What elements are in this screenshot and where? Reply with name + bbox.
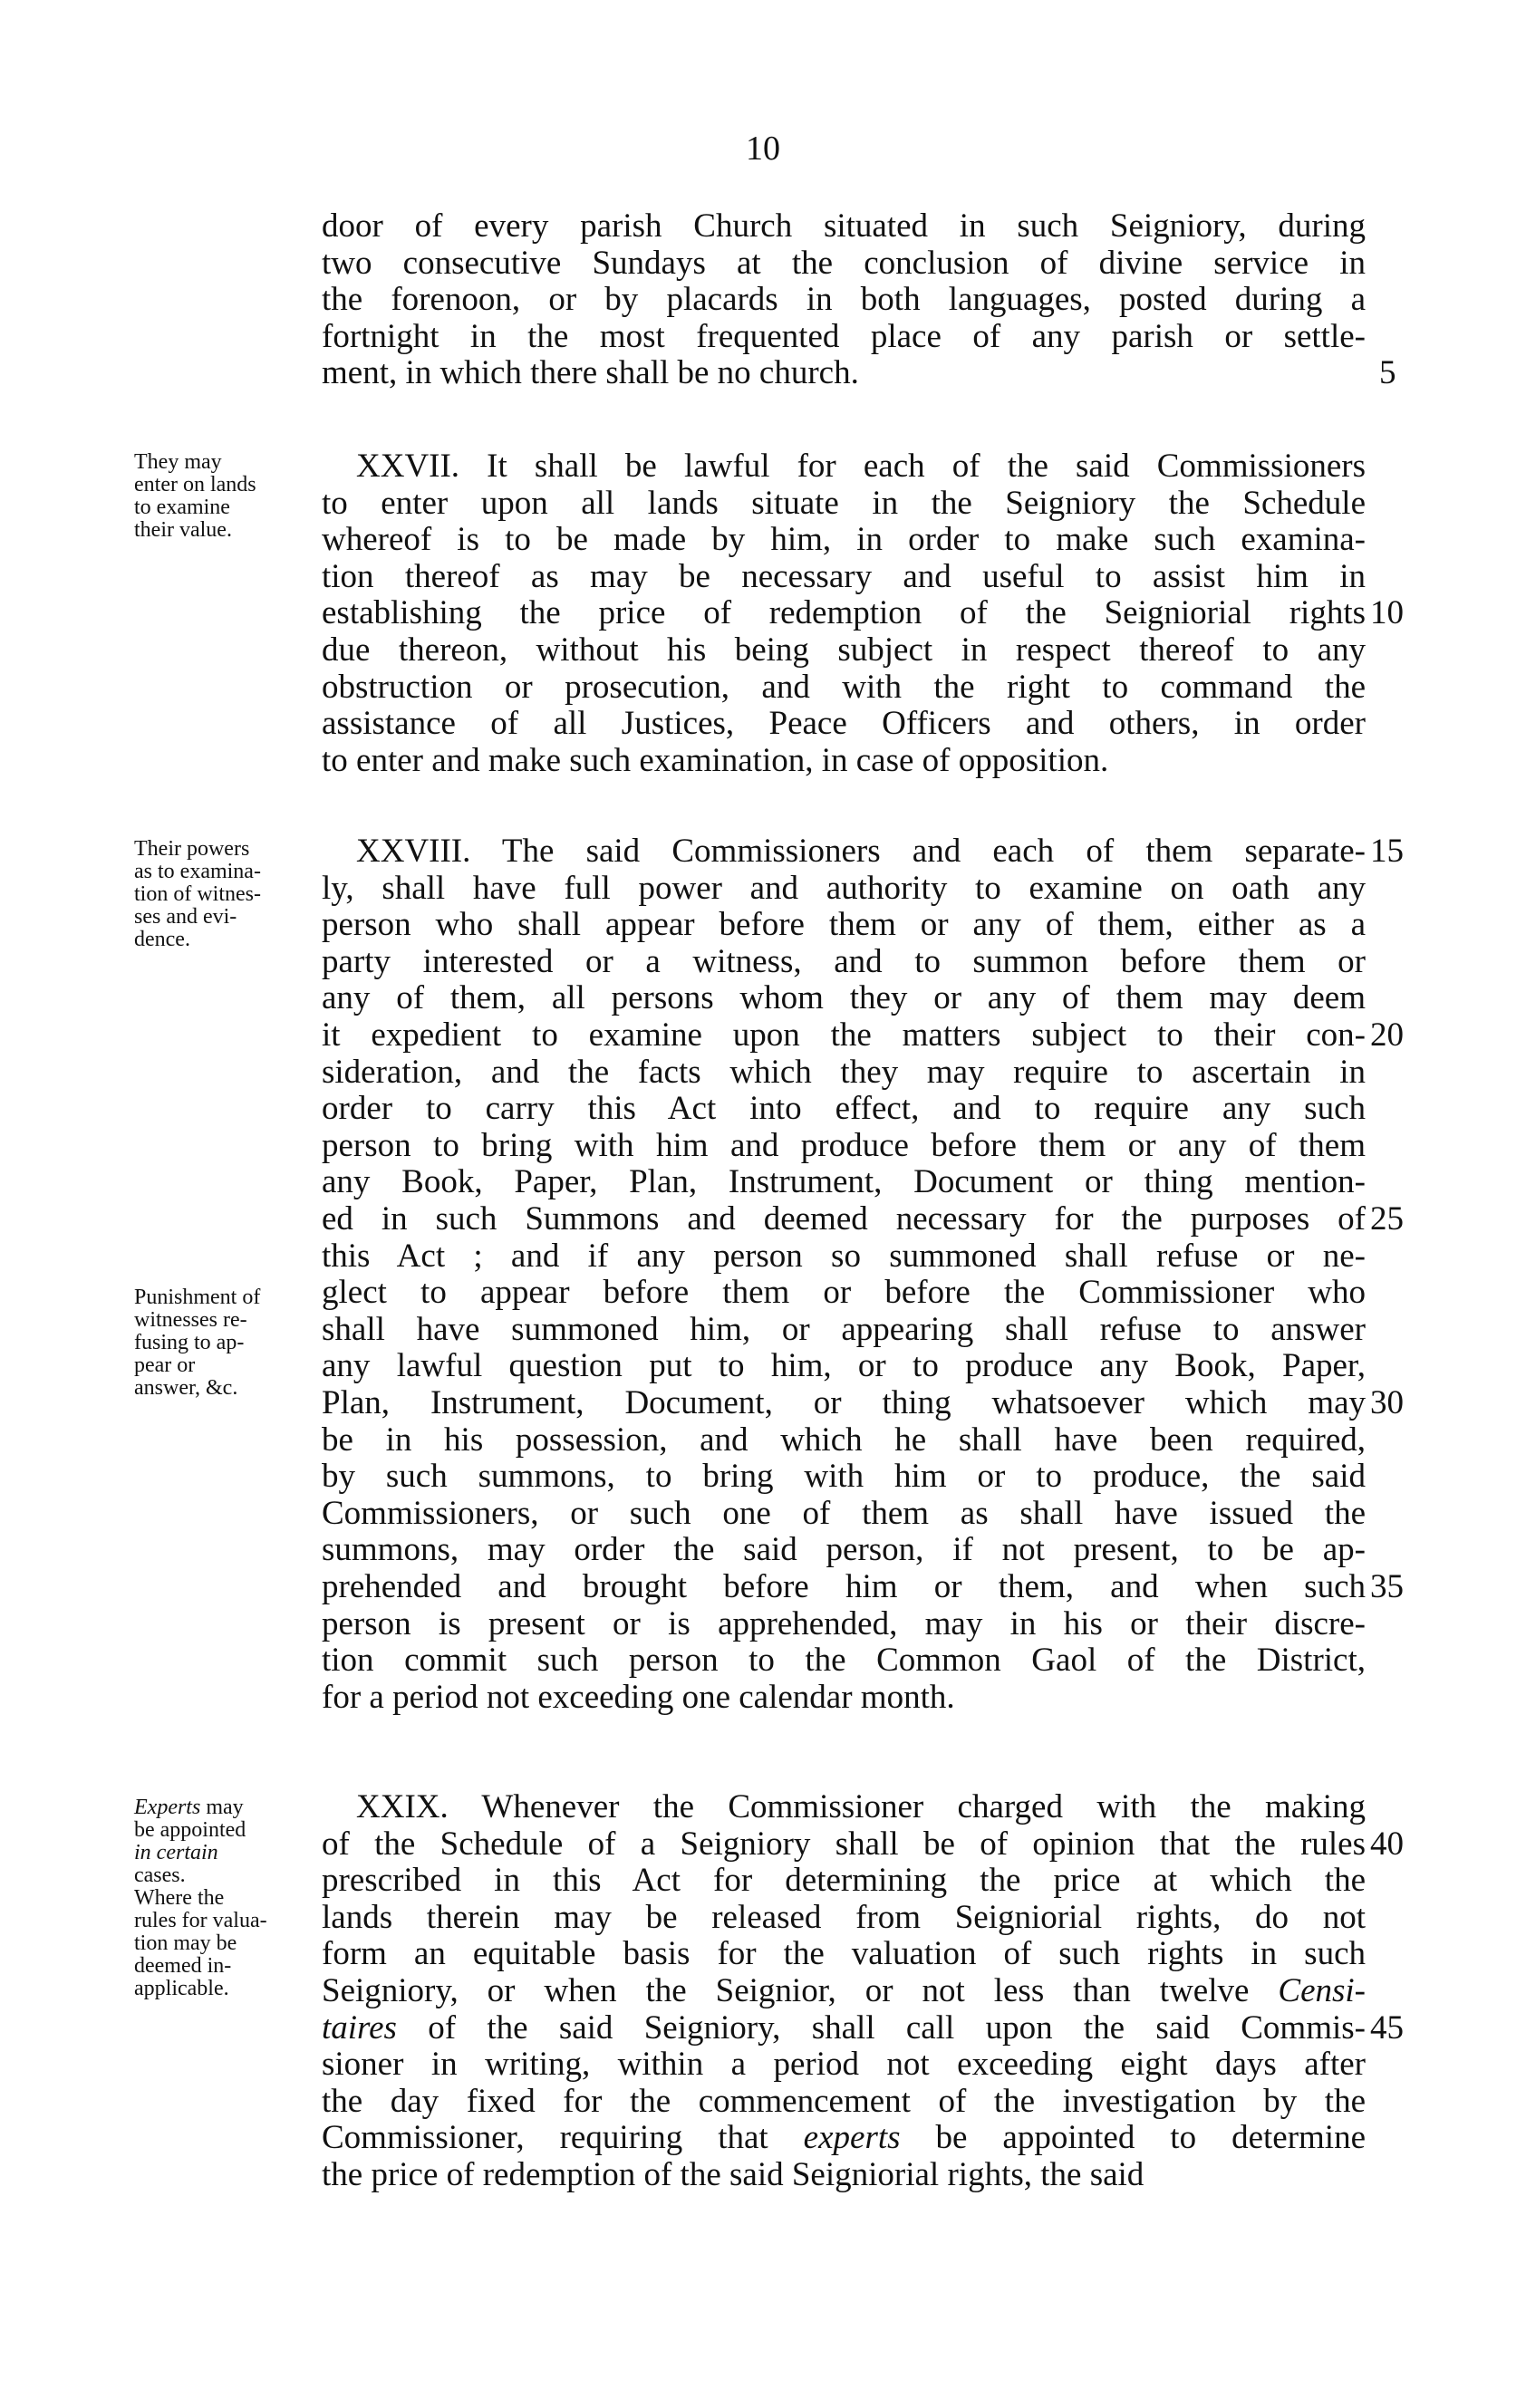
text-line: assistance of all Justices, Peace Officers and others, in order — [322, 705, 1366, 743]
line-number: 5 — [1379, 354, 1396, 392]
text-line: door of every parish Church situated in such Seigniory, during — [322, 207, 1366, 245]
margin-note-line: deemed in- — [134, 1954, 232, 1978]
margin-note-line: their value. — [134, 518, 232, 542]
line-number: 15 — [1370, 833, 1404, 870]
margin-note-line: They may — [134, 450, 222, 474]
margin-note-line: Experts may — [134, 1796, 244, 1819]
margin-note-line: Their powers — [134, 837, 250, 861]
margin-note-line: Punishment of — [134, 1286, 261, 1309]
margin-note-line: to examine — [134, 496, 230, 519]
text-line: to enter upon all lands situate in the Seigniory the Schedule — [322, 484, 1366, 522]
line-number: 20 — [1370, 1016, 1404, 1054]
text-line: any of them, all persons whom they or any of them may deem — [322, 979, 1366, 1017]
text-line: by such summons, to bring with him or to produce, the said — [322, 1458, 1366, 1496]
text-line: person who shall appear before them or any of them, either as a — [322, 906, 1366, 944]
text-line: sioner in writing, within a period not exceeding eight days after — [322, 2046, 1366, 2084]
text-line: the forenoon, or by placards in both languages, posted during a — [322, 281, 1366, 319]
margin-note-line: cases. — [134, 1864, 186, 1887]
margin-note-line: pear or — [134, 1353, 196, 1377]
text-line: prehended and brought before him or them, and when such — [322, 1568, 1366, 1605]
text-line: of the Schedule of a Seigniory shall be of opinion that the rules — [322, 1825, 1366, 1863]
margin-note-line: Where the — [134, 1886, 225, 1910]
margin-note-line: enter on lands — [134, 473, 256, 496]
margin-note — [134, 451, 315, 542]
line-number: 30 — [1370, 1384, 1404, 1421]
text-line: this Act ; and if any person so summoned shall refuse or ne- — [322, 1237, 1366, 1275]
line-number: 25 — [1370, 1200, 1404, 1238]
page-number: 10 — [746, 130, 780, 168]
text-line: the day fixed for the commencement of the investigation by the — [322, 2082, 1366, 2120]
text-line: lands therein may be released from Seigniorial rights, do not — [322, 1898, 1366, 1936]
text-line: whereof is to be made by him, in order to make such examina- — [322, 521, 1366, 559]
text-line: due thereon, without his being subject in respect thereof to any — [322, 631, 1366, 669]
text-line: prescribed in this Act for determining the price at which the — [322, 1862, 1366, 1900]
text-line: tion commit such person to the Common Gaol of the District, — [322, 1642, 1366, 1680]
text-line: XXIX. Whenever the Commissioner charged with the making — [356, 1788, 1366, 1825]
margin-note-line: ses and evi- — [134, 905, 237, 929]
margin-note-line: tion of witnes- — [134, 882, 261, 906]
margin-note-line: tion may be — [134, 1931, 237, 1955]
text-line: ment, in which there shall be no church. — [322, 354, 859, 392]
text-line: two consecutive Sundays at the conclusion of divine service in — [322, 244, 1366, 282]
text-line: any lawful question put to him, or to produce any Book, Paper, — [322, 1347, 1366, 1385]
text-line: ly, shall have full power and authority to examine on oath any — [322, 869, 1366, 907]
text-line: be in his possession, and which he shall have been required, — [322, 1421, 1366, 1459]
margin-note-line: be appointed — [134, 1818, 246, 1842]
margin-note — [134, 838, 315, 951]
text-line: the price of redemption of the said Seigniorial rights, the said — [322, 2156, 1144, 2193]
text-line: person is present or is apprehended, may in his or their discre- — [322, 1604, 1366, 1642]
text-line: Plan, Instrument, Document, or thing whatsoever which may — [322, 1384, 1366, 1421]
margin-note-line: fusing to ap- — [134, 1331, 245, 1354]
line-number: 45 — [1370, 2008, 1404, 2047]
text-line: glect to appear before them or before the Commissioner who — [322, 1274, 1366, 1312]
text-line: XXVIII. The said Commissioners and each of them separate- — [356, 833, 1366, 870]
text-line: order to carry this Act into effect, and to require any such — [322, 1090, 1366, 1128]
line-number: 10 — [1370, 594, 1404, 632]
margin-note-line: applicable. — [134, 1977, 229, 2000]
margin-note-line: rules for valua- — [134, 1909, 267, 1932]
text-line: tion thereof as may be necessary and useful to assist him in — [322, 557, 1366, 595]
text-line: any Book, Paper, Plan, Instrument, Document or thing mention- — [322, 1163, 1366, 1201]
text-line: Seigniory, or when the Seignior, or not less than twelve Censi- — [322, 1972, 1366, 2009]
margin-note-line: witnesses re- — [134, 1308, 247, 1332]
text-line: to enter and make such examination, in case of opposition. — [322, 741, 1109, 779]
margin-note — [134, 1286, 315, 1400]
text-line: Commissioner, requiring that experts be appointed to determine — [322, 2119, 1366, 2157]
margin-note-line: answer, &c. — [134, 1376, 238, 1400]
text-line: XXVII. It shall be lawful for each of the said Commissioners — [356, 448, 1366, 485]
text-line: ed in such Summons and deemed necessary for the purposes of — [322, 1200, 1366, 1238]
text-line: form an equitable basis for the valuation of such rights in such — [322, 1935, 1366, 1973]
line-number: 35 — [1370, 1568, 1404, 1605]
margin-note-line: in certain — [134, 1841, 218, 1864]
text-line: Commissioners, or such one of them as shall have issued the — [322, 1494, 1366, 1532]
text-line: person to bring with him and produce before them or any of them — [322, 1126, 1366, 1164]
text-line: summons, may order the said person, if not present, to be ap- — [322, 1531, 1366, 1569]
margin-note-line: as to examina- — [134, 860, 261, 883]
text-line: it expedient to examine upon the matters subject to their con- — [322, 1016, 1366, 1054]
text-line: party interested or a witness, and to summon before them or — [322, 942, 1366, 980]
text-line: shall have summoned him, or appearing shall refuse to answer — [322, 1310, 1366, 1348]
text-line: taires of the said Seigniory, shall call upon the said Commis- — [322, 2008, 1366, 2047]
text-line: for a period not exceeding one calendar month. — [322, 1678, 955, 1716]
text-line: obstruction or prosecution, and with the right to command the — [322, 668, 1366, 706]
margin-note-line: dence. — [134, 928, 190, 951]
margin-note — [134, 1796, 315, 2000]
text-line: sideration, and the facts which they may require to ascertain in — [322, 1053, 1366, 1091]
line-number: 40 — [1370, 1825, 1404, 1863]
text-line: fortnight in the most frequented place of any parish or settle- — [322, 317, 1366, 355]
text-line: establishing the price of redemption of the Seigniorial rights — [322, 594, 1366, 632]
